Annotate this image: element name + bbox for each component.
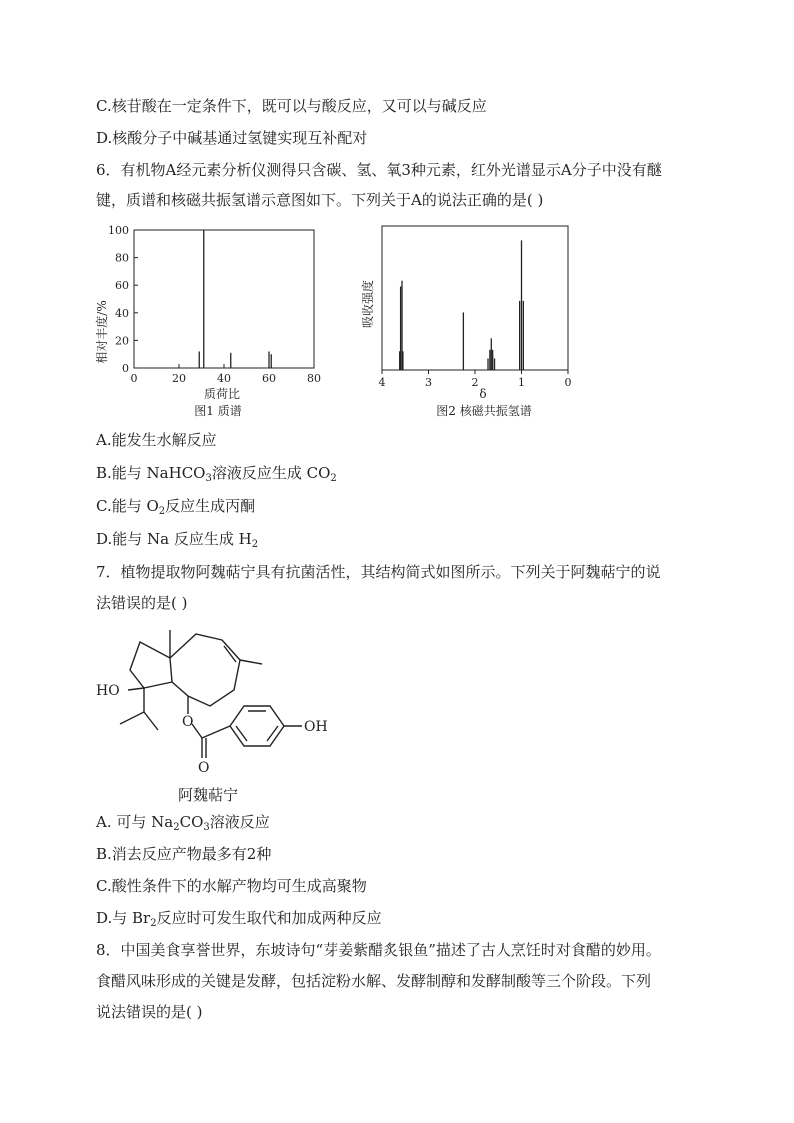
q7-option-c: C.酸性条件下的水解产物均可生成高聚物 — [96, 877, 367, 895]
fig1-ylabel: 相对丰度/% — [95, 300, 109, 364]
q6-option-c: C.能与 $O_2$反应生成丙酮 — [96, 497, 256, 517]
fig1-xlabel: 质荷比 — [203, 387, 241, 401]
y-tick-label: 60 — [115, 279, 129, 293]
bond-path — [230, 706, 284, 746]
q6-option-b: B.能与 NaHCO$_3$溶液反应生成 $CO_2$ — [96, 464, 337, 484]
x-tick-label: 3 — [425, 376, 432, 389]
q5-option-d: D.核酸分子中碱基通过氢键实现互补配对 — [96, 129, 368, 147]
bond-path — [236, 726, 247, 741]
bond-path — [130, 642, 172, 688]
q7-stem-line2: 法错误的是( ) — [96, 594, 188, 612]
q7-option-d: D.与 $Br_2$反应时可发生取代和加成两种反应 — [96, 909, 382, 929]
x-tick-label: 40 — [217, 372, 231, 385]
x-tick-label: 0 — [564, 376, 572, 389]
q6-option-a: A.能发生水解反应 — [96, 431, 217, 449]
q6-stem-line1: 6．有机物A经元素分析仪测得只含碳、氢、氧3种元素，红外光谱显示A分子中没有醚 — [96, 161, 662, 179]
q5-option-c: C.核苷酸在一定条件下，既可以与酸反应，又可以与碱反应 — [96, 97, 487, 115]
y-tick-label: 80 — [115, 251, 129, 265]
label-oh-right: OH — [304, 719, 328, 735]
fig2-xlabel: δ — [479, 387, 487, 401]
y-tick-label: 0 — [122, 362, 129, 375]
x-tick-label: 2 — [471, 376, 479, 389]
label-ho-left: HO — [96, 683, 120, 699]
fig2-caption: 图2 核磁共振氢谱 — [436, 404, 532, 418]
bond-path — [267, 726, 278, 741]
q6-option-d: D.能与 Na 反应生成 $H_2$ — [96, 530, 259, 550]
label-o-ester: O — [182, 714, 194, 730]
nmr-spectrum-figure — [356, 222, 586, 422]
mass-spectrum-figure — [92, 222, 352, 422]
bond-path — [170, 634, 240, 706]
q6-stem-line2: 键，质谱和核磁共振氢谱示意图如下。下列关于A的说法正确的是( ) — [96, 191, 544, 209]
compound-name: 阿魏萜宁 — [178, 786, 239, 804]
y-tick-label: 40 — [115, 306, 129, 320]
y-tick-label: 100 — [108, 224, 129, 237]
bond-path — [240, 660, 262, 664]
plot-frame — [382, 226, 568, 370]
x-tick-label: 20 — [172, 372, 186, 385]
x-tick-label: 4 — [378, 376, 386, 389]
q8-stem-line1: 8．中国美食享誉世界，东坡诗句“芽姜紫醋炙银鱼”描述了古人烹饪时对食醋的妙用。 — [96, 941, 661, 959]
bond-path — [144, 712, 158, 730]
q7-option-a: A. 可与 $Na_2CO_3$溶液反应 — [96, 813, 270, 833]
bond-path — [202, 726, 230, 738]
structure-diagram — [92, 618, 352, 808]
fig2-ylabel: 吸收强度 — [361, 279, 375, 329]
y-tick-label: 20 — [115, 334, 129, 348]
q7-stem-line1: 7．植物提取物阿魏萜宁具有抗菌活性，其结构简式如图所示。下列关于阿魏萜宁的说 — [96, 563, 661, 581]
fig1-caption: 图1 质谱 — [194, 404, 242, 418]
q8-stem-line3: 说法错误的是( ) — [96, 1003, 203, 1021]
x-tick-label: 80 — [307, 372, 321, 385]
label-o-carbonyl: O — [198, 760, 210, 776]
plot-frame — [134, 230, 314, 368]
bond-path — [120, 688, 144, 724]
bond-path — [128, 688, 144, 690]
x-tick-label: 60 — [262, 372, 276, 385]
x-tick-label: 0 — [130, 372, 138, 385]
q7-option-b: B.消去反应产物最多有2种 — [96, 845, 272, 863]
x-tick-label: 1 — [518, 376, 525, 389]
q8-stem-line2: 食醋风味形成的关键是发酵，包括淀粉水解、发酵制醇和发酵制酸等三个阶段。下列 — [96, 972, 652, 990]
bond-path — [192, 724, 202, 738]
